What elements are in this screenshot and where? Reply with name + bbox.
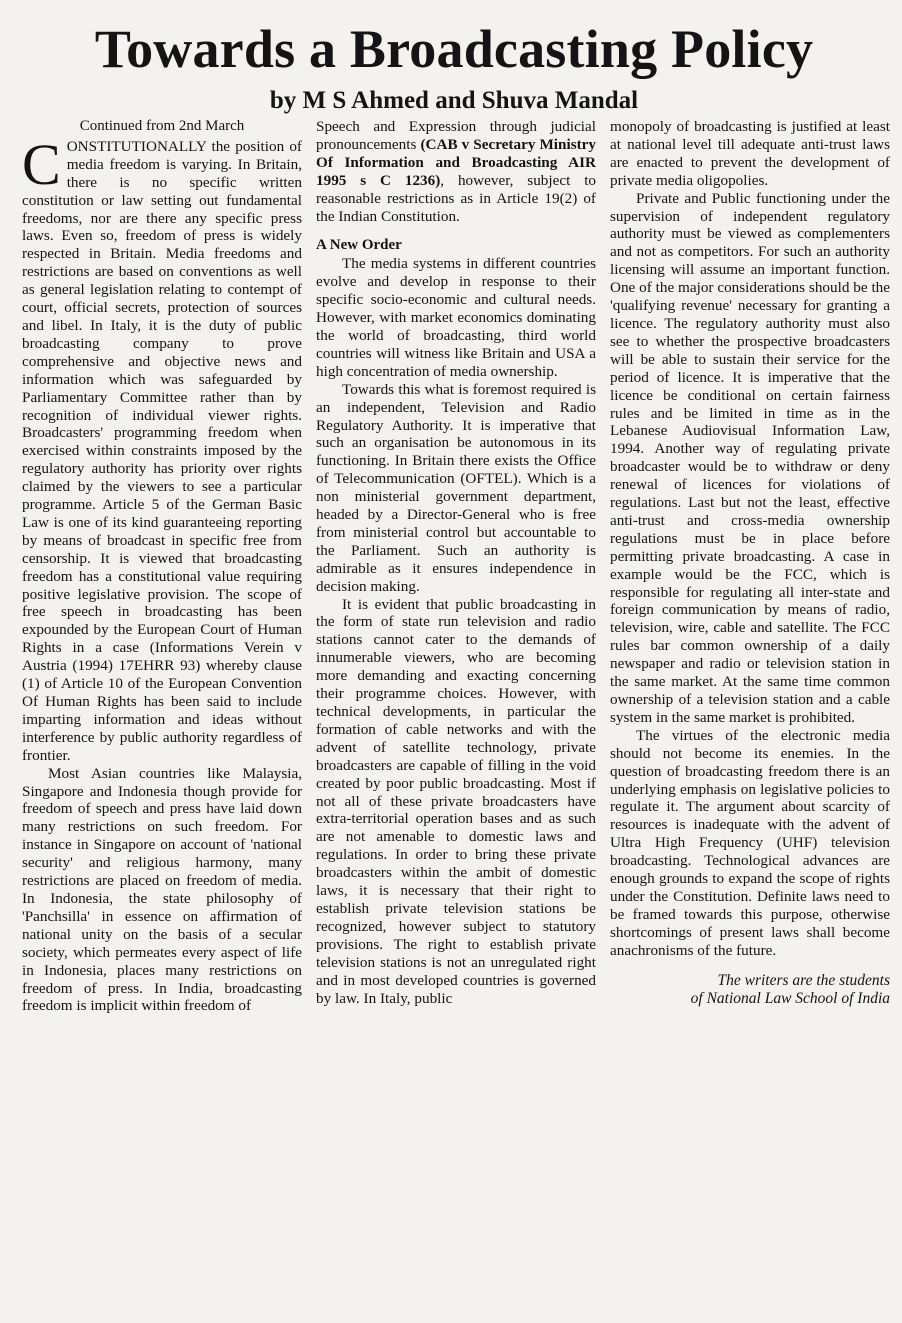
paragraph: The media systems in different countries evolve and develop in response to their specific socio-economic and cultural needs. However, with market economics dominating the world of broadcasting, third world countries will witness like Britain and USA a high concentration of media ownership. xyxy=(316,255,596,380)
article-columns xyxy=(22,118,890,1313)
paragraph-text: , however, subject to reasonable restrictions as in Article 19(2) of the Indian Constitution. xyxy=(316,171,596,225)
drop-cap: C xyxy=(22,131,61,197)
paragraph: Private and Public functioning under the supervision of independent regulatory authority must be viewed as complementers and not as competitors. For such an authority licensing will assume an important function. One of the major considerations should be the 'qualifying revenue' necessary for granting a licence. The regulatory authority must also see to whether the prospective broadcasters will be able to sustain their service for the period of licence. It is imperative that the licence be conditional on certain fairness rules and be limited in time as in the Lebanese Audiovisual Information Law, 1994. Another way of regulating private broadcaster would be to withdraw or deny renewal of licences for violations of regulations. Last but not the least, effective anti-trust and cross-media ownership regulations must be in place before permitting private broadcasting. A case in example would be the FCC, which is responsible for regulating all inter-state and foreign communication by means of radio, television, wire, cable and satellite. The FCC rules bar common ownership of a daily newspaper and radio or television station in the same market. At the same time common ownership of a television station and a cable system in the same market is prohibited. xyxy=(610,189,890,726)
paragraph: Towards this what is foremost required is an independent, Television and Radio Regulatory Authority. It is imperative that such an organisation be autonomous in its functioning. In Britain there exists the Office of Telecommunication (OFTEL). Which is a non ministerial government department, headed by a Director-General who is free from ministerial control but accountable to the Parliament. Such an authority is admirable as it ensures independence in decision making. xyxy=(316,380,596,595)
paragraph: The virtues of the electronic media should not become its enemies. In the question of broadcasting freedom there is an underlying emphasis on legislative policies to regulate it. The argument about scarcity of resources is inadequate with the advent of Ultra High Frequency (UHF) television broadcasting. Technological advances are enough grounds to expand the scope of rights under the Constitution. Definite laws need to be framed towards this purpose, otherwise shortcomings of present laws shall become anachronisms of the future. xyxy=(610,726,890,959)
column-3 xyxy=(610,118,890,1313)
section-subhead: A New Order xyxy=(316,237,402,254)
paragraph xyxy=(22,131,302,765)
continued-note: Continued from 2nd March xyxy=(79,118,245,134)
byline: by M S Ahmed and Shuva Mandal xyxy=(269,87,639,114)
paragraph: It is evident that public broadcasting in the form of state run television and radio stations cannot cater to the demands of innumerable viewers, who are becoming more demanding and exacting concerning their programme choices. However, with technical developments, in particular the formation of cable networks and with the advent of satellite technology, private broadcasters are capable of filling in the void created by poor public broadcasting. Most if not all of these private broadcasters have extra-territorial operation bases and as such are not amenable to domestic laws and regulations. In order to bring these private broadcasters within the ambit of domestic laws, it is necessary that their right to establish private television stations be recognized, however subject to statutory provisions. The right to establish private television stations is not an unregulated right and in most developed countries is governed by law. In Italy, public xyxy=(316,595,596,1007)
paragraph: Most Asian countries like Malaysia, Singapore and Indonesia though provide for freedom of speech and press have laid down many restrictions on such freedom. For instance in Singapore on account of 'national security' and religious harmony, many restrictions are placed on freedom of media. In Indonesia, the state philosophy of 'Panchsilla' in essence on affirmation of national unity on the basis of a secular society, which permeates every aspect of life in Indonesia, places many restrictions on freedom of press. In India, broadcasting freedom is implicit within freedom of xyxy=(22,764,302,1015)
column-2 xyxy=(316,118,596,1313)
paragraph: monopoly of broadcasting is justified at least at national level till adequate anti-trust laws are enacted to prevent the development of private media oligopolies. xyxy=(610,118,890,189)
author-credit xyxy=(610,972,890,1008)
paragraph-text: ONSTITUTIONALLY the position of media freedom is varying. In Britain, there is no specific written constitution or law setting out fundamental freedoms, nor are there any specific press laws. Even so, freedom of press is widely respected in Britain. Media freedoms and restrictions are based on conventions as well as general legislation relating to contempt of court, official secrets, protection of sources and libel. In Italy, it is the duty of public broadcasting company to prove comprehensive and objective news and information which was safeguarded by Parliamentary Committee rather than by recognition of individual viewer rights. Broadcasters' programming freedom when exercised within constraints imposed by the regulatory authority has priority over rights claimed by the viewers to see a particular programme. Article 5 of the German Basic Law is one of its kind guaranteeing reporting by means of broadcast in specific free from censorship. It is viewed that broadcasting freedom has a constitutional value requiring positive legislative provision. The scope of free speech in broadcasting has been expounded by the European Court of Human Rights in a case (Informations Verein v Austria (1994) 17EHRR 93) whereby clause (1) of Article 10 of the European Convention Of Human Rights has been said to include imparting information and ideas without interference by public authority regardless of frontier. xyxy=(22,137,302,764)
paragraph xyxy=(316,118,596,225)
column-1 xyxy=(22,118,302,1313)
credit-line: The writers are the students xyxy=(717,971,890,989)
headline: Towards a Broadcasting Policy xyxy=(94,19,814,79)
case-citation: (CAB v Secretary Ministry Of Information and Broadcasting AIR 1995 s C 1236) xyxy=(316,135,596,189)
paragraph-text: Speech and Expression through judicial pronouncements xyxy=(316,118,596,153)
credit-line: of National Law School of India xyxy=(690,989,890,1007)
